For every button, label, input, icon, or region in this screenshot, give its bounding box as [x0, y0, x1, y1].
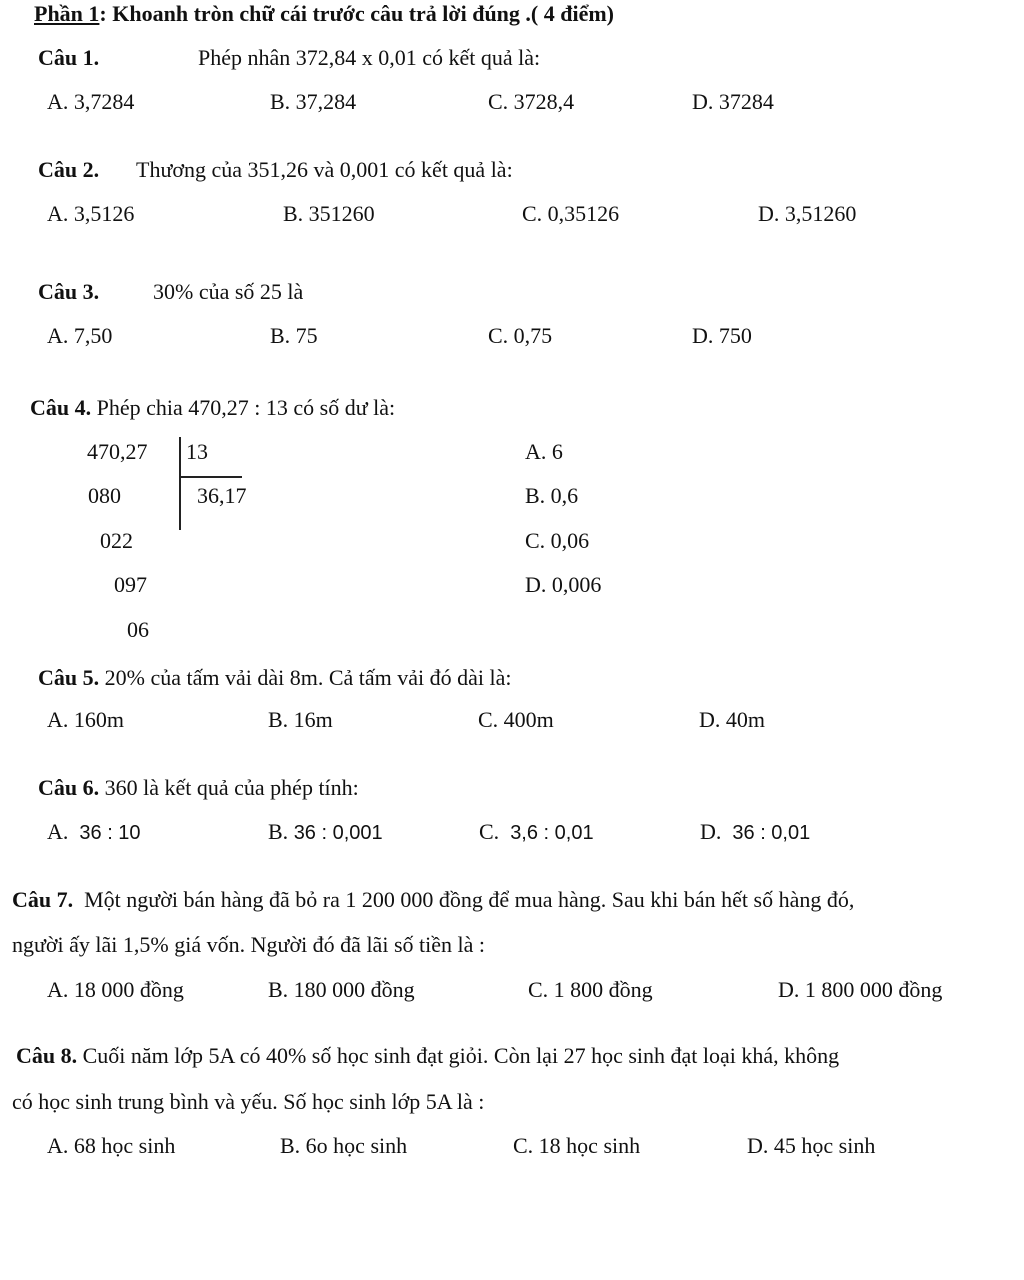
division-dividend: 470,27	[87, 439, 148, 464]
question-6-option-a[interactable]	[47, 818, 141, 847]
question-6-line	[38, 774, 359, 802]
section-header	[34, 0, 614, 28]
question-6-option-a-expression: 36 : 10	[79, 822, 141, 844]
question-8-option-a[interactable]: A. 68 học sinh	[47, 1133, 176, 1158]
question-8-option-c[interactable]: C. 18 học sinh	[513, 1133, 641, 1158]
question-4-label: Câu 4.	[30, 395, 92, 420]
question-8-option-d[interactable]: D. 45 học sinh	[747, 1133, 876, 1158]
division-step-3: 097	[114, 572, 147, 597]
question-2-option-a[interactable]: A. 3,5126	[47, 201, 135, 226]
division-horizontal-line	[180, 476, 242, 478]
question-4-text: Phép chia 470,27 : 13 có số dư là:	[96, 395, 396, 420]
question-2-label: Câu 2.	[38, 157, 100, 182]
question-6-option-c[interactable]	[479, 818, 594, 847]
question-6-text: 360 là kết quả của phép tính:	[104, 775, 359, 800]
question-2-text: Thương của 351,26 và 0,001 có kết quả là:	[136, 157, 513, 182]
question-1-option-c[interactable]: C. 3728,4	[488, 89, 575, 114]
question-5-label: Câu 5.	[38, 665, 100, 690]
question-7-option-b[interactable]: B. 180 000 đồng	[268, 977, 415, 1002]
question-1-text: Phép nhân 372,84 x 0,01 có kết quả là:	[198, 45, 541, 70]
question-2-option-d[interactable]: D. 3,51260	[758, 201, 857, 226]
question-2-option-b[interactable]: B. 351260	[283, 201, 375, 226]
section-header-rest: : Khoanh tròn chữ cái trước câu trả lời đúng .( 4 điểm)	[99, 1, 615, 26]
question-5-option-b[interactable]: B. 16m	[268, 707, 333, 732]
question-3-text: 30% của số 25 là	[153, 279, 304, 304]
question-3-option-a[interactable]: A. 7,50	[47, 323, 113, 348]
question-6-option-b-letter: B.	[268, 819, 289, 844]
question-6-option-a-letter: A.	[47, 819, 69, 844]
division-step-1: 080	[88, 483, 121, 508]
question-3-label: Câu 3.	[38, 279, 100, 304]
question-3-option-d[interactable]: D. 750	[692, 323, 752, 348]
section-header-prefix: Phần 1	[34, 1, 100, 26]
question-1-option-d[interactable]: D. 37284	[692, 89, 774, 114]
question-4-option-d[interactable]: D. 0,006	[525, 572, 602, 597]
question-6-option-c-letter: C.	[479, 819, 500, 844]
question-8-label: Câu 8.	[16, 1043, 78, 1068]
question-8-text: Cuối năm lớp 5A có 40% số học sinh đạt giỏi. Còn lại 27 học sinh đạt loại khá, không	[82, 1043, 840, 1068]
question-6-option-b[interactable]	[268, 818, 383, 847]
question-3-option-c[interactable]: C. 0,75	[488, 323, 553, 348]
question-7-text: Một người bán hàng đã bỏ ra 1 200 000 đồng để mua hàng. Sau khi bán hết số hàng đó,	[84, 887, 855, 912]
question-5-line	[38, 664, 512, 692]
question-1-option-b[interactable]: B. 37,284	[270, 89, 357, 114]
question-6-option-d-letter: D.	[700, 819, 722, 844]
question-5-option-d[interactable]: D. 40m	[699, 707, 765, 732]
question-7-label: Câu 7.	[12, 887, 74, 912]
question-7-option-c[interactable]: C. 1 800 đồng	[528, 977, 653, 1002]
question-8-line-1	[16, 1042, 839, 1070]
division-step-4: 06	[127, 617, 149, 642]
question-2-option-c[interactable]: C. 0,35126	[522, 201, 620, 226]
question-7-line-1	[12, 886, 854, 914]
question-1-label: Câu 1.	[38, 45, 100, 70]
division-step-2: 022	[100, 528, 133, 553]
question-8-text-2: có học sinh trung bình và yếu. Số học sinh lớp 5A là :	[12, 1089, 485, 1114]
question-4-option-a[interactable]: A. 6	[525, 439, 563, 464]
division-vertical-line	[179, 437, 181, 530]
question-7-option-a[interactable]: A. 18 000 đồng	[47, 977, 184, 1002]
question-1-option-a[interactable]: A. 3,7284	[47, 89, 135, 114]
question-7-option-d[interactable]: D. 1 800 000 đồng	[778, 977, 943, 1002]
question-5-text: 20% của tấm vải dài 8m. Cả tấm vải đó dài là:	[104, 665, 512, 690]
question-4-line	[30, 394, 395, 422]
question-6-option-c-expression: 3,6 : 0,01	[510, 822, 594, 844]
question-7-text-2: người ấy lãi 1,5% giá vốn. Người đó đã lãi số tiền là :	[12, 932, 485, 957]
division-divisor: 13	[186, 439, 208, 464]
question-8-option-b[interactable]: B. 6o học sinh	[280, 1133, 408, 1158]
question-4-option-c[interactable]: C. 0,06	[525, 528, 590, 553]
question-4-option-b[interactable]: B. 0,6	[525, 483, 579, 508]
question-5-option-c[interactable]: C. 400m	[478, 707, 554, 732]
division-quotient: 36,17	[197, 483, 247, 508]
question-5-option-a[interactable]: A. 160m	[47, 707, 124, 732]
question-6-option-d-expression: 36 : 0,01	[732, 822, 811, 844]
question-6-option-b-expression: 36 : 0,001	[293, 822, 383, 844]
question-3-option-b[interactable]: B. 75	[270, 323, 318, 348]
question-6-option-d[interactable]	[700, 818, 810, 847]
question-6-label: Câu 6.	[38, 775, 100, 800]
